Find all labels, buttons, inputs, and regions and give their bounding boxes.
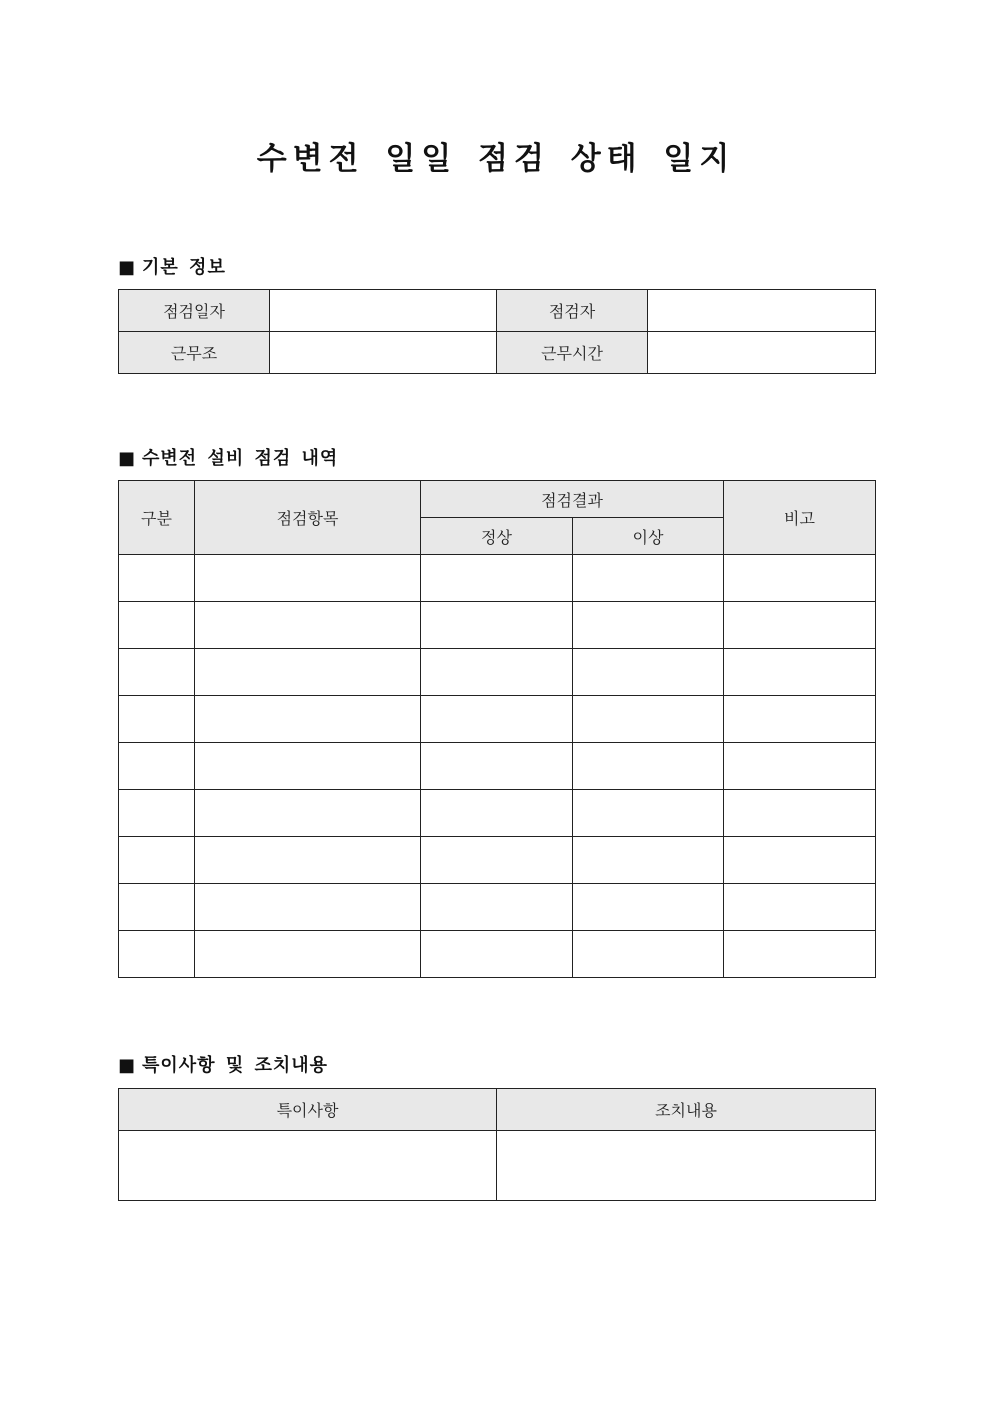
page-title: 수변전 일일 점검 상태 일지: [256, 141, 736, 177]
table-row: [119, 290, 876, 332]
remarks-cell[interactable]: [724, 649, 876, 696]
section-heading-equipment: [118, 444, 338, 470]
section-heading-label: 특이사항 및 조치내용: [142, 1055, 329, 1076]
category-cell[interactable]: [119, 884, 195, 931]
item-cell[interactable]: [195, 696, 421, 743]
abnormal-check-cell[interactable]: [573, 649, 724, 696]
abnormal-check-cell[interactable]: [573, 743, 724, 790]
special-notes-header: 특이사항: [119, 1089, 497, 1131]
square-bullet-icon: ■: [118, 1055, 137, 1076]
inspector-label: 점검자: [497, 290, 648, 332]
square-bullet-icon: ■: [118, 448, 137, 469]
action-taken-field[interactable]: [497, 1131, 876, 1201]
result-header: 점검결과: [421, 481, 724, 518]
category-header: 구분: [119, 481, 195, 555]
normal-check-cell[interactable]: [421, 884, 573, 931]
item-cell[interactable]: [195, 602, 421, 649]
table-row: [119, 332, 876, 374]
abnormal-check-cell[interactable]: [573, 837, 724, 884]
section-heading-basic-info: [118, 253, 226, 279]
inspection-date-field[interactable]: [270, 290, 497, 332]
abnormal-check-cell[interactable]: [573, 602, 724, 649]
section-heading-label: 기본 정보: [142, 257, 226, 278]
work-hours-field[interactable]: [648, 332, 876, 374]
abnormal-check-cell[interactable]: [573, 696, 724, 743]
item-cell[interactable]: [195, 931, 421, 978]
shift-field[interactable]: [270, 332, 497, 374]
equipment-inspection-table: [118, 480, 876, 978]
section-heading-label: 수변전 설비 점검 내역: [142, 448, 339, 469]
special-notes-field[interactable]: [119, 1131, 497, 1201]
normal-check-cell[interactable]: [421, 931, 573, 978]
abnormal-check-cell[interactable]: [573, 790, 724, 837]
category-cell[interactable]: [119, 743, 195, 790]
section-heading-notes: [118, 1051, 328, 1077]
normal-check-cell[interactable]: [421, 696, 573, 743]
category-cell[interactable]: [119, 931, 195, 978]
category-cell[interactable]: [119, 696, 195, 743]
remarks-cell[interactable]: [724, 884, 876, 931]
table-header-row: [119, 1089, 876, 1131]
action-taken-header: 조치내용: [497, 1089, 876, 1131]
remarks-header: 비고: [724, 481, 876, 555]
inspection-date-label: 점검일자: [119, 290, 270, 332]
notes-table: [118, 1088, 876, 1201]
normal-check-cell[interactable]: [421, 790, 573, 837]
category-cell[interactable]: [119, 790, 195, 837]
item-cell[interactable]: [195, 743, 421, 790]
remarks-cell[interactable]: [724, 555, 876, 602]
normal-check-cell[interactable]: [421, 837, 573, 884]
remarks-cell[interactable]: [724, 696, 876, 743]
abnormal-check-cell[interactable]: [573, 931, 724, 978]
table-row: [119, 1131, 876, 1201]
table-row: [119, 884, 876, 931]
table-row: [119, 931, 876, 978]
remarks-cell[interactable]: [724, 931, 876, 978]
table-row: [119, 649, 876, 696]
work-hours-label: 근무시간: [497, 332, 648, 374]
equipment-rows: [119, 555, 876, 978]
remarks-cell[interactable]: [724, 602, 876, 649]
category-cell[interactable]: [119, 649, 195, 696]
item-cell[interactable]: [195, 790, 421, 837]
item-cell[interactable]: [195, 649, 421, 696]
abnormal-check-cell[interactable]: [573, 555, 724, 602]
table-row: [119, 743, 876, 790]
abnormal-header: 이상: [573, 518, 724, 555]
item-header: 점검항목: [195, 481, 421, 555]
normal-check-cell[interactable]: [421, 649, 573, 696]
table-header-row: [119, 481, 876, 518]
normal-check-cell[interactable]: [421, 555, 573, 602]
table-row: [119, 837, 876, 884]
basic-info-table: [118, 289, 876, 374]
normal-check-cell[interactable]: [421, 602, 573, 649]
shift-label: 근무조: [119, 332, 270, 374]
normal-check-cell[interactable]: [421, 743, 573, 790]
table-row: [119, 696, 876, 743]
remarks-cell[interactable]: [724, 790, 876, 837]
item-cell[interactable]: [195, 884, 421, 931]
category-cell[interactable]: [119, 555, 195, 602]
table-row: [119, 790, 876, 837]
item-cell[interactable]: [195, 555, 421, 602]
normal-header: 정상: [421, 518, 573, 555]
remarks-cell[interactable]: [724, 837, 876, 884]
table-row: [119, 555, 876, 602]
category-cell[interactable]: [119, 837, 195, 884]
remarks-cell[interactable]: [724, 743, 876, 790]
inspector-field[interactable]: [648, 290, 876, 332]
category-cell[interactable]: [119, 602, 195, 649]
table-row: [119, 602, 876, 649]
item-cell[interactable]: [195, 837, 421, 884]
abnormal-check-cell[interactable]: [573, 884, 724, 931]
square-bullet-icon: ■: [118, 257, 137, 278]
